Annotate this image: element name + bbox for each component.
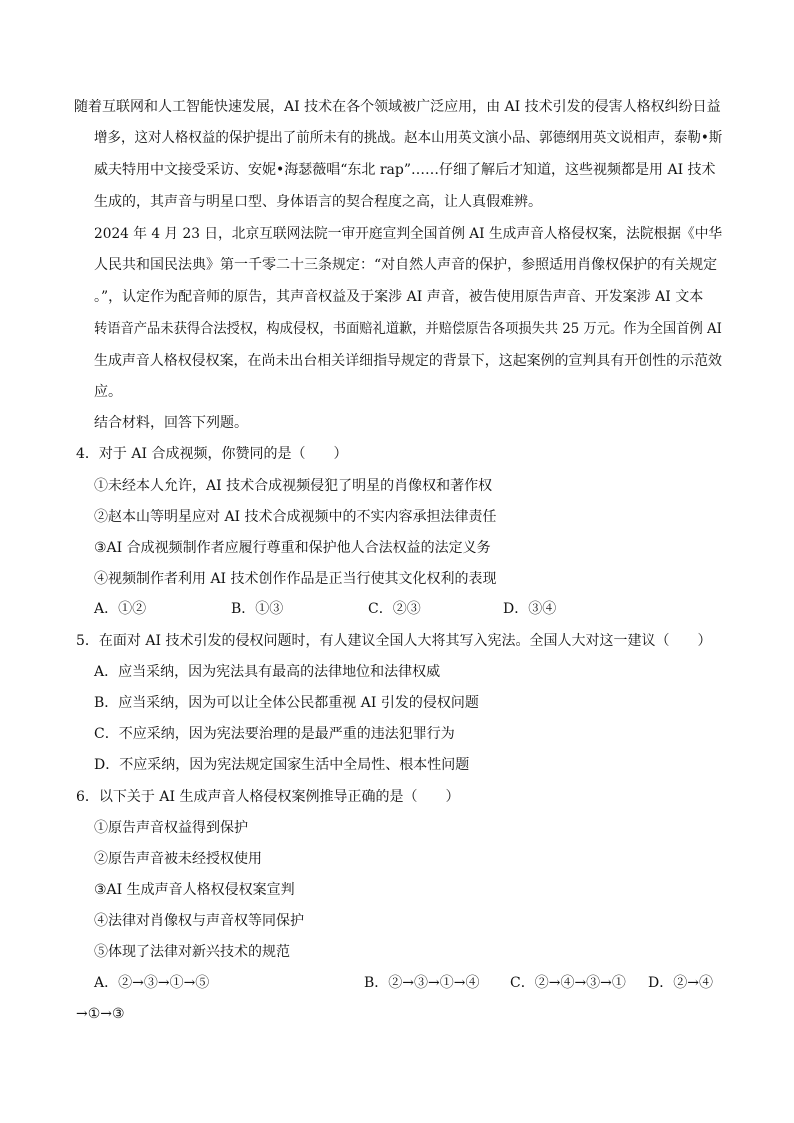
q5-choice-d[interactable]: D．不应采纳，因为宪法规定国家生活中全局性、根本性问题 [94, 757, 470, 773]
q6-item: ⑤体现了法律对新兴技术的规范 [94, 944, 290, 960]
q4-choice-c[interactable]: C．②③ [368, 601, 421, 617]
q6-choice-d-continued[interactable]: →①→③ [76, 1006, 125, 1022]
material-line: 生成的，其声音与明星口型、身体语言的契合程度之高，让人真假难辨。 [94, 194, 542, 210]
question-4-stem: 4．对于 AI 合成视频，你赞同的是（ ） [76, 446, 348, 462]
material-line: 。”，认定作为配音师的原告，其声音权益及于案涉 AI 声音，被告使用原告声音、开发案涉 AI 文本 [94, 289, 704, 305]
q4-item: ④视频制作者利用 AI 技术创作作品是正当行使其文化权利的表现 [94, 571, 497, 587]
material-instruction: 结合材料，回答下列题。 [94, 415, 248, 431]
q6-choice-c[interactable]: C．②→④→③→① [510, 975, 626, 991]
q5-choice-a[interactable]: A．应当采纳，因为宪法具有最高的法律地位和法律权威 [94, 664, 441, 680]
material-line: 增多，这对人格权益的保护提出了前所未有的挑战。赵本山用英文演小品、郭德纲用英文说相声，泰勒•斯 [94, 130, 723, 146]
q6-choice-b[interactable]: B．②→③→①→④ [364, 975, 480, 991]
material-line: 应。 [94, 384, 122, 400]
q6-item: ③AI 生成声音人格权侵权案宣判 [94, 882, 295, 898]
q5-choice-b[interactable]: B．应当采纳，因为可以让全体公民都重视 AI 引发的侵权问题 [94, 695, 479, 711]
q4-choice-b[interactable]: B．①③ [231, 601, 284, 617]
material-line: 转语音产品未获得合法授权，构成侵权，书面赔礼道歉，并赔偿原告各项损失共 25 万元。作为全国首例 AI [94, 321, 722, 337]
q6-item: ④法律对肖像权与声音权等同保护 [94, 913, 304, 929]
material-line: 随着互联网和人工智能快速发展，AI 技术在各个领域被广泛应用，由 AI 技术引发的侵害人格权纠纷日益 [74, 99, 721, 115]
q6-item: ②原告声音被未经授权使用 [94, 851, 262, 867]
q4-choice-a[interactable]: A．①② [94, 601, 147, 617]
q6-choice-d[interactable]: D．②→④ [648, 975, 713, 991]
q6-item: ①原告声音权益得到保护 [94, 820, 248, 836]
q4-choice-d[interactable]: D．③④ [503, 601, 557, 617]
question-6-stem: 6．以下关于 AI 生成声音人格侵权案例推导正确的是（ ） [76, 789, 460, 805]
material-line: 2024 年 4 月 23 日，北京互联网法院一审开庭宣判全国首例 AI 生成声音人格侵权案，法院根据《中华 [94, 226, 723, 242]
material-line: 威夫特用中文接受采访、安妮•海瑟薇唱“东北 rap”……仔细了解后才知道，这些视频都是用 AI 技术 [94, 162, 716, 178]
material-line: 人民共和国民法典》第一千零二十三条规定：“对自然人声音的保护，参照适用肖像权保护的有关规定 [94, 257, 718, 273]
q4-item: ③AI 合成视频制作者应履行尊重和保护他人合法权益的法定义务 [94, 540, 491, 556]
q6-choice-a[interactable]: A．②→③→①→⑤ [94, 975, 210, 991]
q4-item: ①未经本人允许，AI 技术合成视频侵犯了明星的肖像权和著作权 [94, 478, 493, 494]
q5-choice-c[interactable]: C．不应采纳，因为宪法要治理的是最严重的违法犯罪行为 [94, 726, 455, 742]
q4-item: ②赵本山等明星应对 AI 技术合成视频中的不实内容承担法律责任 [94, 509, 497, 525]
material-line: 生成声音人格权侵权案，在尚未出台相关详细指导规定的背景下，这起案例的宣判具有开创性的示范效 [94, 353, 722, 369]
question-5-stem: 5．在面对 AI 技术引发的侵权问题时，有人建议全国人大将其写入宪法。全国人大对这一建议（ ） [76, 633, 712, 649]
